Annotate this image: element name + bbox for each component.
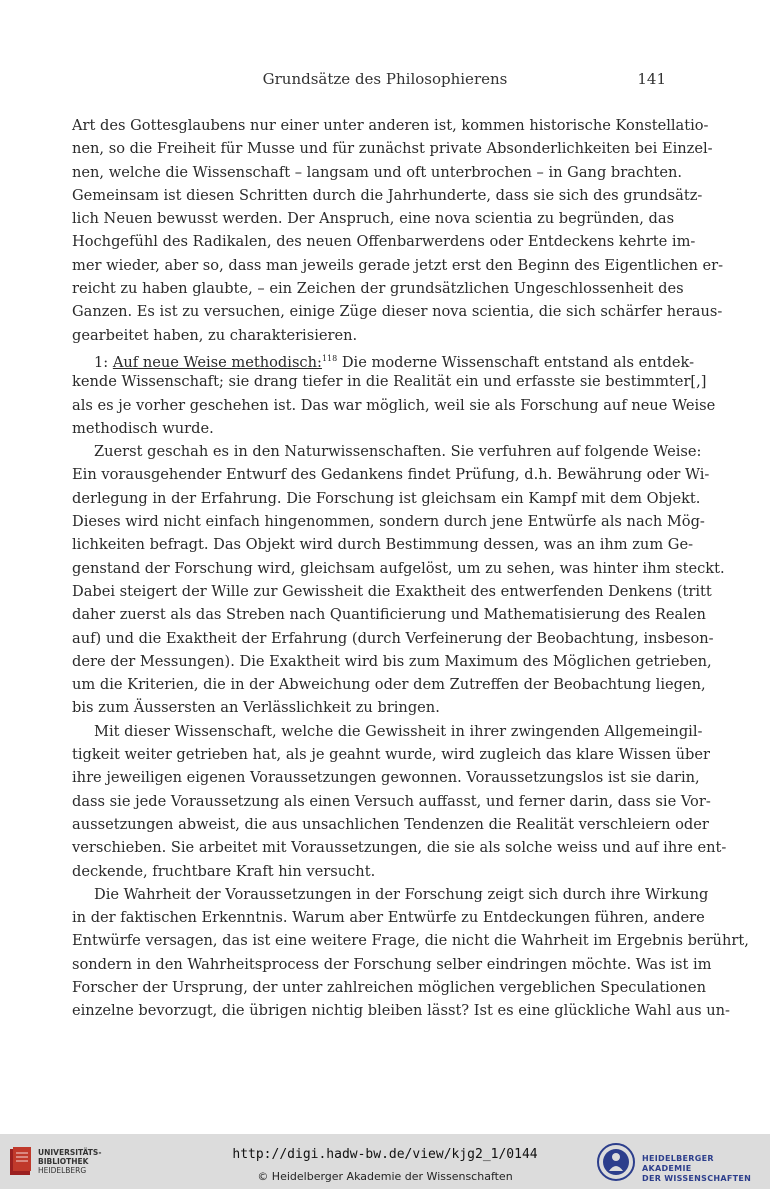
text-line: derlegung in der Erfahrung. Die Forschung ist gleichsam ein Kampf mit dem Objekt.: [72, 489, 701, 507]
text-line: sondern in den Wahrheitsprocess der Forschung selber eindringen möchte. Was ist im: [72, 955, 712, 973]
text-line: Ganzen. Es ist zu versuchen, einige Züge dieser nova scientia, die sich schärfer heraus-: [72, 303, 723, 321]
page-number: 141: [637, 70, 666, 88]
section-heading-line: [72, 347, 695, 371]
text-line: Dieses wird nicht einfach hingenommen, sondern durch jene Entwürfe als nach Mög-: [72, 513, 705, 531]
text-line: Mit dieser Wissenschaft, welche die Gewissheit in ihrer zwingenden Allgemeingil-: [94, 722, 703, 740]
footnote-marker[interactable]: 118: [321, 353, 338, 363]
text-line: Zuerst geschah es in den Naturwissenschaften. Sie verfuhren auf folgende Weise:: [94, 443, 702, 461]
permalink-url[interactable]: http://digi.hadw-bw.de/view/kjg2_1/0144: [232, 1147, 538, 1162]
text-line: gearbeitet haben, zu charakterisieren.: [72, 326, 358, 344]
hadw-logo[interactable]: [596, 1142, 766, 1182]
text-line: dass sie jede Voraussetzung als einen Versuch auffasst, und ferner darin, dass sie Vor-: [72, 792, 711, 810]
text-line: lich Neuen bewusst werden. Der Anspruch, eine nova scientia zu begründen, das: [72, 210, 675, 228]
section-number: 1:: [94, 353, 109, 371]
section-heading: Auf neue Weise methodisch:: [112, 353, 322, 371]
text-line: nen, welche die Wissenschaft – langsam und oft unterbrochen – in Gang brachten.: [72, 163, 683, 181]
text-line: aussetzungen abweist, die aus unsachlichen Tendenzen die Realität verschleiern oder: [72, 815, 709, 833]
text-line: Hochgefühl des Radikalen, des neuen Offenbarwerdens oder Entdeckens kehrte im-: [72, 233, 696, 251]
text-line: in der faktischen Erkenntnis. Warum aber Entwürfe zu Entdeckungen führen, andere: [72, 909, 705, 927]
text-line: Dabei steigert der Wille zur Gewissheit die Exaktheit des entwerfenden Denkens (tritt: [72, 582, 712, 600]
text-line: reicht zu haben glaubte, – ein Zeichen der grundsätzlichen Ungeschlossenheit des: [72, 280, 684, 298]
hadw-line1: HEIDELBERGER AKADEMIE: [642, 1154, 714, 1173]
text-line: Art des Gottesglaubens nur einer unter anderen ist, kommen historische Konstellatio-: [72, 117, 709, 134]
text-line: deckende, fruchtbare Kraft hin versucht.: [72, 862, 376, 880]
text-line: nen, so die Freiheit für Musse und für zunächst private Absonderlichkeiten bei Einzel-: [72, 140, 713, 158]
ub-line2: BIBLIOTHEK: [38, 1157, 89, 1166]
text-line: genstand der Forschung wird, gleichsam aufgelöst, um zu sehen, was hinter ihm steckt.: [72, 559, 725, 577]
copyright-notice: © Heidelberger Akademie der Wissenschaften: [257, 1170, 513, 1183]
ub-line3: HEIDELBERG: [38, 1166, 87, 1175]
running-title: Grundsätze des Philosophierens: [262, 70, 508, 88]
text-line: verschieben. Sie arbeitet mit Voraussetzungen, die sie als solche weiss und auf ihre ent-: [72, 839, 727, 857]
running-head: [0, 70, 770, 94]
text-line: tigkeit weiter getrieben hat, als je geahnt wurde, wird zugleich das klare Wissen über: [72, 746, 710, 764]
hadw-line2: DER WISSENSCHAFTEN: [642, 1174, 752, 1183]
text-line: bis zum Äussersten an Verlässlichkeit zu bringen.: [72, 699, 440, 717]
text-line: auf) und die Exaktheit der Erfahrung (durch Verfeinerung der Beobachtung, insbeson-: [72, 629, 714, 647]
text-line: einzelne bevorzugt, die übrigen nichtig bleiben lässt? Ist es eine glückliche Wahl aus un-: [72, 1002, 730, 1020]
text-line: um die Kriterien, die in der Abweichung oder dem Zutreffen der Beobachtung liegen,: [72, 676, 706, 694]
text-line: kende Wissenschaft; sie drang tiefer in die Realität ein und erfasste sie bestimmter[,]: [72, 373, 707, 391]
ub-line1: UNIVERSITÄTS-: [38, 1148, 102, 1157]
text-line: Forscher der Ursprung, der unter zahlreichen möglichen vergeblichen Speculationen: [72, 978, 706, 996]
text-line: dere der Messungen). Die Exaktheit wird bis zum Maximum des Möglichen getrieben,: [72, 652, 712, 670]
text-line: Die Wahrheit der Voraussetzungen in der Forschung zeigt sich durch ihre Wirkung: [94, 885, 709, 903]
text-line: mer wieder, aber so, dass man jeweils gerade jetzt erst den Beginn des Eigentlichen er-: [72, 256, 724, 274]
text-line: Entwürfe versagen, das ist eine weitere Frage, die nicht die Wahrheit im Ergebnis berührt,: [72, 932, 749, 950]
academy-seal-icon: [596, 1142, 636, 1182]
footer-bar: [0, 1134, 770, 1189]
text-line: methodisch wurde.: [72, 419, 214, 437]
text-line: Ein vorausgehender Entwurf des Gedankens findet Prüfung, d.h. Bewährung oder Wi-: [72, 466, 710, 484]
hadw-logo-text: [642, 1154, 766, 1184]
text-line: Gemeinsam ist diesen Schritten durch die Jahrhunderte, dass sie sich des grundsätz-: [72, 186, 703, 204]
text-line: daher zuerst als das Streben nach Quantificierung und Mathematisierung des Realen: [72, 606, 706, 624]
text-line: ihre jeweiligen eigenen Voraussetzungen gewonnen. Voraussetzungslos ist sie darin,: [72, 769, 700, 787]
section-text: Die moderne Wissenschaft entstand als entdek-: [341, 353, 695, 371]
body-text: [72, 114, 749, 1023]
text-line: als es je vorher geschehen ist. Das war möglich, weil sie als Forschung auf neue Weise: [72, 396, 716, 414]
text-line: lichkeiten befragt. Das Objekt wird durch Bestimmung dessen, was an ihm zum Ge-: [72, 536, 694, 554]
